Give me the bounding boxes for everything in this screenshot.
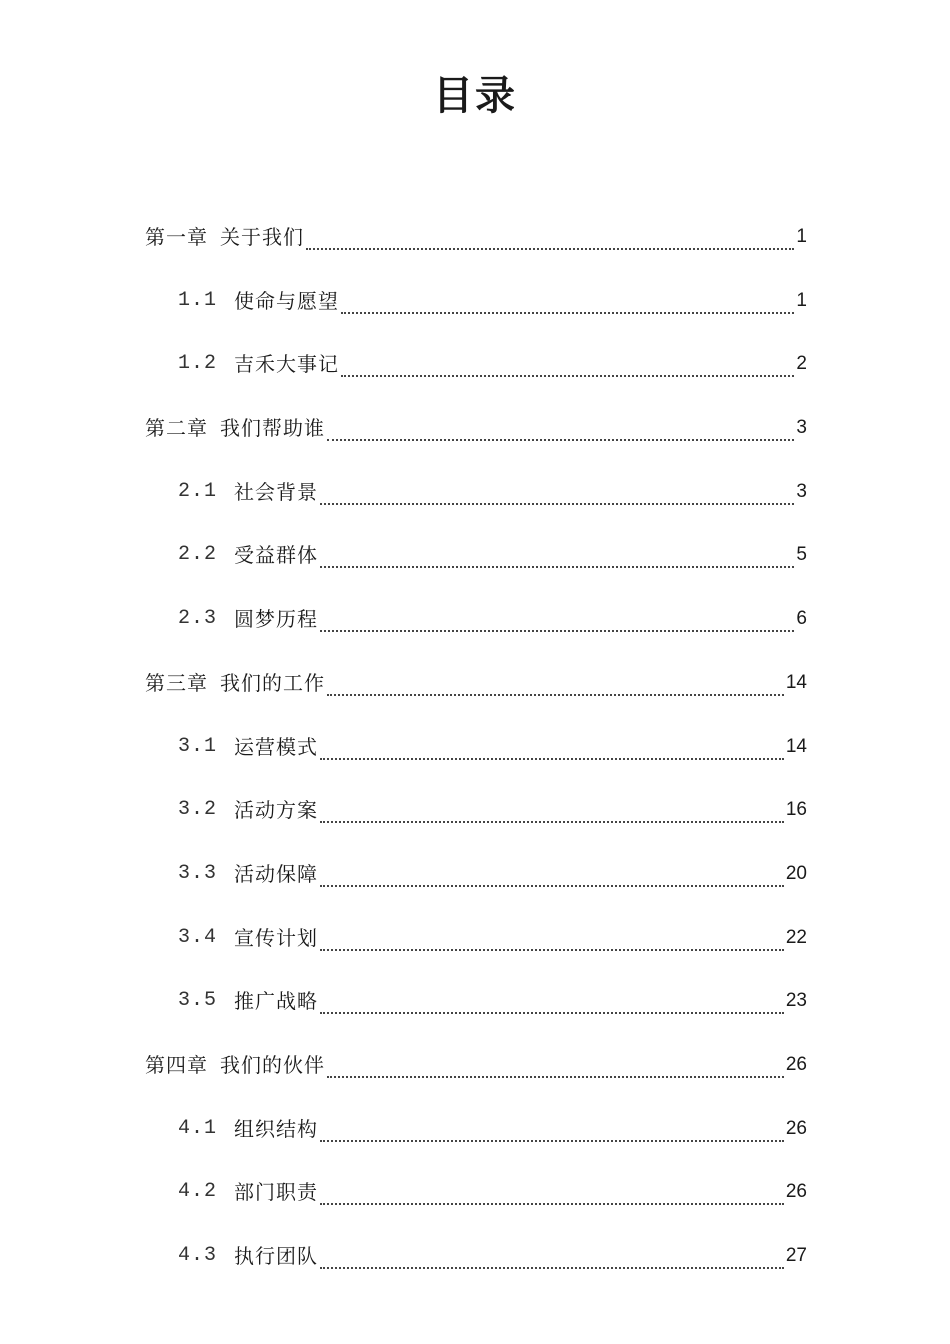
toc-entry-label: 圆梦历程 xyxy=(234,607,318,632)
toc-entry-number: 2.1 xyxy=(178,479,218,503)
toc-entry-number: 3.5 xyxy=(178,989,218,1013)
toc-entry-number: 第三章 xyxy=(145,670,208,695)
toc-entry-label: 我们的伙伴 xyxy=(220,1052,325,1077)
toc-entry-page: 2 xyxy=(796,353,807,375)
toc-entry-page: 27 xyxy=(785,1245,807,1266)
dot-leader xyxy=(320,1106,784,1142)
toc-entry-number: 3.1 xyxy=(178,734,218,758)
toc-entry-label: 关于我们 xyxy=(220,225,304,249)
toc-entry[interactable] xyxy=(145,915,807,979)
toc-entry-page: 26 xyxy=(785,1117,807,1139)
table-of-contents xyxy=(145,214,807,1297)
toc-entry-label: 我们帮助谁 xyxy=(220,416,325,441)
dot-leader xyxy=(320,724,784,760)
toc-entry[interactable] xyxy=(145,469,807,533)
toc-entry[interactable] xyxy=(145,532,807,596)
dot-leader xyxy=(320,787,784,823)
dot-leader xyxy=(320,469,794,505)
toc-entry-page: 14 xyxy=(785,671,807,693)
toc-entry-page: 5 xyxy=(796,544,807,566)
toc-entry-number: 2.3 xyxy=(178,607,218,631)
toc-entry-number: 4.2 xyxy=(178,1180,218,1204)
toc-entry-label: 吉禾大事记 xyxy=(234,352,339,377)
toc-entry[interactable] xyxy=(145,724,807,788)
toc-entry-page: 26 xyxy=(785,1181,807,1203)
toc-entry[interactable] xyxy=(145,278,807,342)
toc-entry-page: 1 xyxy=(796,289,807,311)
toc-entry-number: 4.3 xyxy=(178,1244,218,1267)
toc-entry-label: 活动保障 xyxy=(234,861,318,886)
dot-leader xyxy=(320,1169,784,1205)
dot-leader xyxy=(320,851,784,887)
toc-entry-number: 第二章 xyxy=(145,416,208,441)
toc-entry-number: 2.2 xyxy=(178,543,218,567)
toc-entry-page: 26 xyxy=(785,1053,807,1075)
toc-entry-label: 组织结构 xyxy=(234,1116,318,1141)
dot-leader xyxy=(327,405,794,441)
toc-entry-label: 宣传计划 xyxy=(234,925,318,950)
toc-entry-page: 3 xyxy=(796,480,807,502)
toc-entry[interactable] xyxy=(145,787,807,851)
toc-entry[interactable] xyxy=(145,596,807,660)
toc-entry[interactable] xyxy=(145,341,807,405)
dot-leader xyxy=(327,660,784,696)
toc-entry-label: 活动方案 xyxy=(234,798,318,823)
toc-entry[interactable] xyxy=(145,405,807,469)
toc-entry[interactable] xyxy=(145,1106,807,1170)
toc-entry-label: 部门职责 xyxy=(234,1180,318,1205)
dot-leader xyxy=(320,532,794,568)
toc-entry-number: 3.4 xyxy=(178,925,218,949)
toc-entry-number: 3.2 xyxy=(178,798,218,822)
toc-entry[interactable] xyxy=(145,214,807,278)
toc-entry-label: 推广战略 xyxy=(234,989,318,1014)
toc-entry-label: 我们的工作 xyxy=(220,670,325,695)
dot-leader xyxy=(327,1042,784,1078)
toc-entry[interactable] xyxy=(145,1233,807,1297)
toc-entry-page: 14 xyxy=(785,735,807,757)
toc-entry-number: 第四章 xyxy=(145,1052,208,1077)
toc-entry-number: 1.2 xyxy=(178,352,218,376)
dot-leader xyxy=(320,1233,784,1269)
toc-entry-label: 运营模式 xyxy=(234,734,318,759)
toc-entry-page: 6 xyxy=(796,608,807,630)
dot-leader xyxy=(320,915,784,951)
dot-leader xyxy=(306,214,794,250)
toc-entry-number: 1.1 xyxy=(178,288,218,312)
toc-entry-label: 社会背景 xyxy=(234,479,318,504)
dot-leader xyxy=(341,278,794,314)
toc-entry-number: 3.3 xyxy=(178,861,218,885)
dot-leader xyxy=(320,596,794,632)
toc-entry-page: 16 xyxy=(785,799,807,821)
toc-entry-page: 23 xyxy=(785,990,807,1012)
toc-entry-label: 受益群体 xyxy=(234,543,318,568)
toc-entry-number: 第一章 xyxy=(145,225,208,249)
toc-entry-page: 20 xyxy=(785,862,807,884)
toc-entry[interactable] xyxy=(145,1169,807,1233)
toc-entry-page: 3 xyxy=(796,417,807,439)
toc-entry[interactable] xyxy=(145,660,807,724)
toc-entry[interactable] xyxy=(145,978,807,1042)
toc-entry[interactable] xyxy=(145,851,807,915)
toc-entry-label: 执行团队 xyxy=(234,1244,318,1268)
toc-entry-label: 使命与愿望 xyxy=(234,288,339,313)
toc-entry[interactable] xyxy=(145,1042,807,1106)
toc-entry-page: 22 xyxy=(785,926,807,948)
toc-entry-page: 1 xyxy=(796,226,807,247)
dot-leader xyxy=(320,978,784,1014)
toc-entry-number: 4.1 xyxy=(178,1116,218,1140)
dot-leader xyxy=(341,341,794,377)
page-title: 目录 xyxy=(433,73,517,119)
